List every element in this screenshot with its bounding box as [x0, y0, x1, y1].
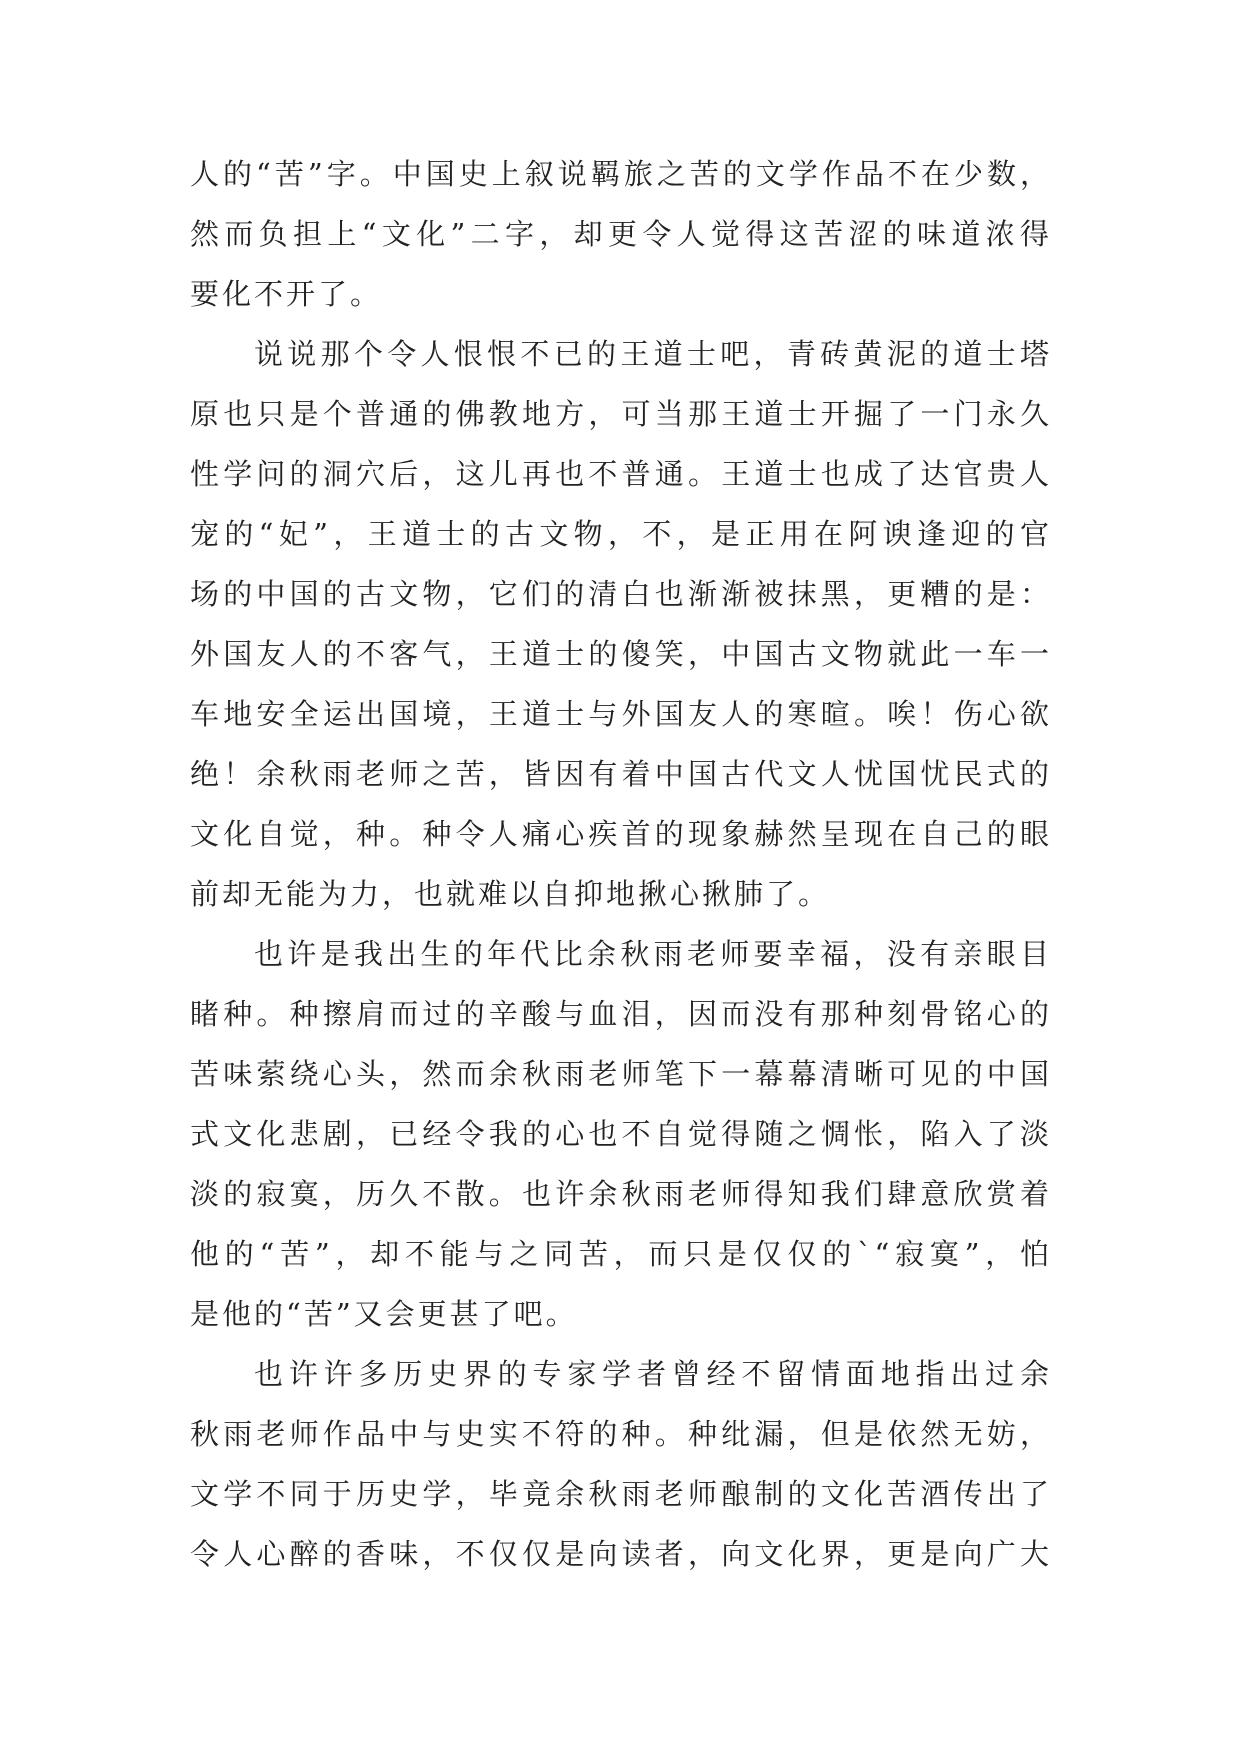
text-line: 令人心醉的香味，不仅仅是向读者，向文化界，更是向广大 [190, 1537, 1052, 1571]
text-line: 秋雨老师作品中与史实不符的种。种纰漏，但是依然无妨， [190, 1417, 1052, 1451]
paragraph-first-line: 说说那个令人恨恨不已的王道士吧，青砖黄泥的道士塔 [254, 337, 1052, 371]
text-line: 文化自觉，种。种令人痛心疾首的现象赫然呈现在自己的眼 [190, 817, 1052, 851]
text-line: 睹种。种擦肩而过的辛酸与血泪，因而没有那种刻骨铭心的 [190, 997, 1052, 1031]
text-line: 前却无能为力，也就难以自抑地揪心揪肺了。 [190, 877, 831, 911]
text-line: 车地安全运出国境，王道士与外国友人的寒暄。唉！伤心欲 [190, 697, 1052, 731]
body-text [190, 144, 1052, 1584]
paragraph-first-line: 也许许多历史界的专家学者曾经不留情面地指出过余 [254, 1357, 1052, 1391]
text-line: 宠的“妃”，王道士的古文物，不，是正用在阿谀逢迎的官 [190, 517, 1052, 551]
text-line: 要化不开了。 [190, 277, 383, 311]
text-line: 人的“苦”字。中国史上叙说羁旅之苦的文学作品不在少数， [190, 157, 1052, 191]
text-line: 苦味萦绕心头，然而余秋雨老师笔下一幕幕清晰可见的中国 [190, 1057, 1052, 1091]
text-line: 原也只是个普通的佛教地方，可当那王道士开掘了一门永久 [190, 397, 1052, 431]
text-line: 然而负担上“文化”二字，却更令人觉得这苦涩的味道浓得 [190, 217, 1052, 251]
paragraph-first-line: 也许是我出生的年代比余秋雨老师要幸福，没有亲眼目 [254, 937, 1052, 971]
text-line: 淡的寂寞，历久不散。也许余秋雨老师得知我们肆意欣赏着 [190, 1177, 1052, 1211]
text-line: 性学问的洞穴后，这儿再也不普通。王道士也成了达官贵人 [190, 457, 1052, 491]
text-line: 他的“苦”，却不能与之同苦，而只是仅仅的`“寂寞”，怕 [190, 1237, 1052, 1271]
text-line: 文学不同于历史学，毕竟余秋雨老师酿制的文化苦酒传出了 [190, 1477, 1052, 1511]
text-line: 场的中国的古文物，它们的清白也渐渐被抹黑，更糟的是： [190, 577, 1052, 611]
text-line: 绝！余秋雨老师之苦，皆因有着中国古代文人忧国忧民式的 [190, 757, 1052, 791]
text-line: 是他的“苦”又会更甚了吧。 [190, 1297, 578, 1331]
text-line: 外国友人的不客气，王道士的傻笑，中国古文物就此一车一 [190, 637, 1052, 671]
text-line: 式文化悲剧，已经令我的心也不自觉得随之惆怅，陷入了淡 [190, 1117, 1052, 1151]
